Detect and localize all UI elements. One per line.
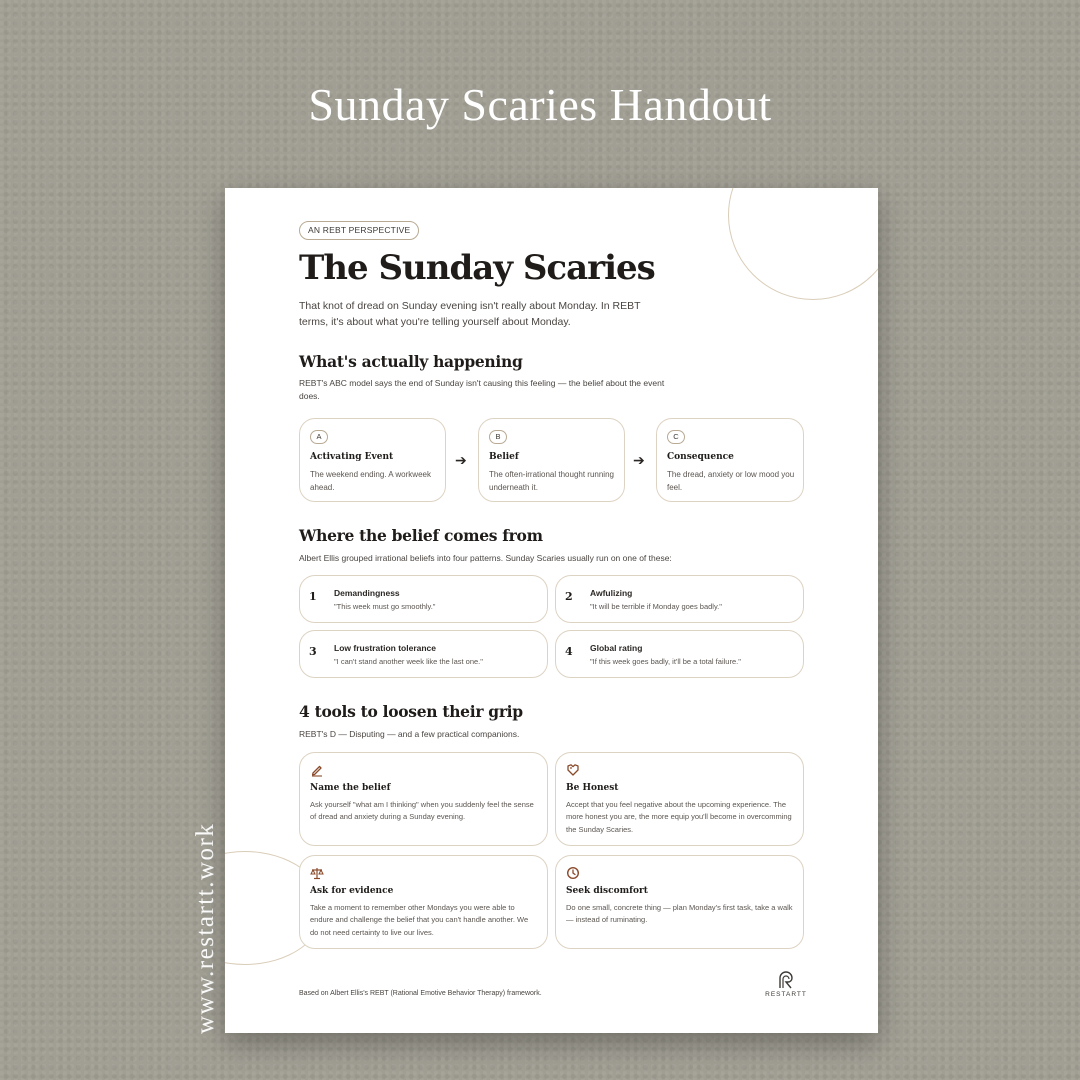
pattern-number: 3	[309, 645, 317, 658]
tool-card	[299, 752, 548, 846]
brand-logo	[762, 970, 810, 998]
pattern-number: 2	[565, 590, 573, 603]
heart-tag-icon	[566, 763, 580, 777]
tool-card	[555, 855, 804, 949]
tool-description: Ask yourself "what am I thinking" when you suddenly feel the sense of dread and anxiety during a Sunday evening.	[310, 800, 534, 822]
pattern-quote: "It will be terrible if Monday goes badly."	[590, 602, 722, 611]
pattern-card	[555, 575, 804, 623]
tool-description: Accept that you feel negative about the upcoming experience. The more honest you are, the more equip you'll become in overcomming the Sunday Scaries.	[566, 800, 792, 834]
abc-card-title: Consequence	[667, 452, 734, 462]
pattern-title: Demandingness	[334, 588, 400, 598]
tool-title: Seek discomfort	[566, 886, 648, 896]
abc-card-c	[656, 418, 804, 502]
pattern-quote: "If this week goes badly, it'll be a total failure."	[590, 657, 741, 666]
footer-note: Based on Albert Ellis's REBT (Rational Emotive Behavior Therapy) framework.	[299, 990, 542, 997]
section-text-beliefs: Albert Ellis grouped irrational beliefs into four patterns. Sunday Scaries usually run on one of these:	[299, 553, 672, 563]
pattern-title: Awfulizing	[590, 588, 633, 598]
tool-title: Be Honest	[566, 783, 619, 793]
website-url: www.restartt.work	[192, 822, 219, 1034]
handout-banner-title: Sunday Scaries Handout	[308, 79, 772, 130]
tool-description: Do one small, concrete thing — plan Monday's first task, take a walk — instead of ruminating.	[566, 903, 793, 925]
pattern-quote: "This week must go smoothly."	[334, 602, 436, 611]
tool-card	[299, 855, 548, 949]
pattern-card	[299, 630, 548, 678]
pencil-icon	[310, 763, 324, 777]
abc-letter-badge: C	[667, 430, 685, 444]
abc-card-description: The weekend ending. A workweek ahead.	[310, 470, 431, 492]
section-text-abc: REBT's ABC model says the end of Sunday isn't causing this feeling — the belief about the event does.	[299, 378, 665, 401]
decorative-circle	[728, 188, 878, 300]
abc-card-description: The often-irrational thought running underneath it.	[489, 470, 614, 492]
pattern-number: 4	[565, 645, 573, 658]
section-heading-abc: What's actually happening	[299, 352, 523, 371]
abc-card-a	[299, 418, 446, 502]
section-heading-beliefs: Where the belief comes from	[299, 526, 543, 545]
tool-title: Name the belief	[310, 783, 391, 793]
restartt-logo-icon	[776, 970, 796, 990]
pattern-card	[299, 575, 548, 623]
section-text-tools: REBT's D — Disputing — and a few practical companions.	[299, 729, 520, 739]
abc-card-b	[478, 418, 625, 502]
tool-title: Ask for evidence	[310, 886, 394, 896]
brand-name: RESTARTT	[765, 991, 807, 998]
perspective-tag: AN REBT PERSPECTIVE	[299, 221, 419, 240]
abc-card-title: Activating Event	[310, 452, 394, 462]
abc-letter-badge: A	[310, 430, 328, 444]
section-heading-tools: 4 tools to loosen their grip	[299, 702, 523, 721]
intro-text: That knot of dread on Sunday evening isn't really about Monday. In REBT terms, it's about what you're telling yourself about Monday.	[299, 300, 641, 328]
abc-card-description: The dread, anxiety or low mood you feel.	[667, 470, 795, 492]
pattern-quote: "I can't stand another week like the last one."	[334, 657, 483, 666]
tool-card	[555, 752, 804, 846]
tool-description: Take a moment to remember other Mondays you were able to endure and challenge the belief that you can't handle another. We do not need certainty to live our lives.	[310, 903, 529, 937]
pattern-card	[555, 630, 804, 678]
pattern-title: Low frustration tolerance	[334, 643, 437, 653]
clock-icon	[566, 866, 580, 880]
handout-sheet	[225, 188, 878, 1033]
arrow-right-icon: ➔	[633, 452, 645, 468]
pattern-title: Global rating	[590, 643, 643, 653]
arrow-right-icon: ➔	[455, 452, 467, 468]
abc-letter-badge: B	[489, 430, 507, 444]
page-title: The Sunday Scaries	[299, 248, 655, 288]
abc-card-title: Belief	[489, 452, 519, 462]
pattern-number: 1	[309, 590, 317, 603]
scales-icon	[310, 866, 324, 880]
